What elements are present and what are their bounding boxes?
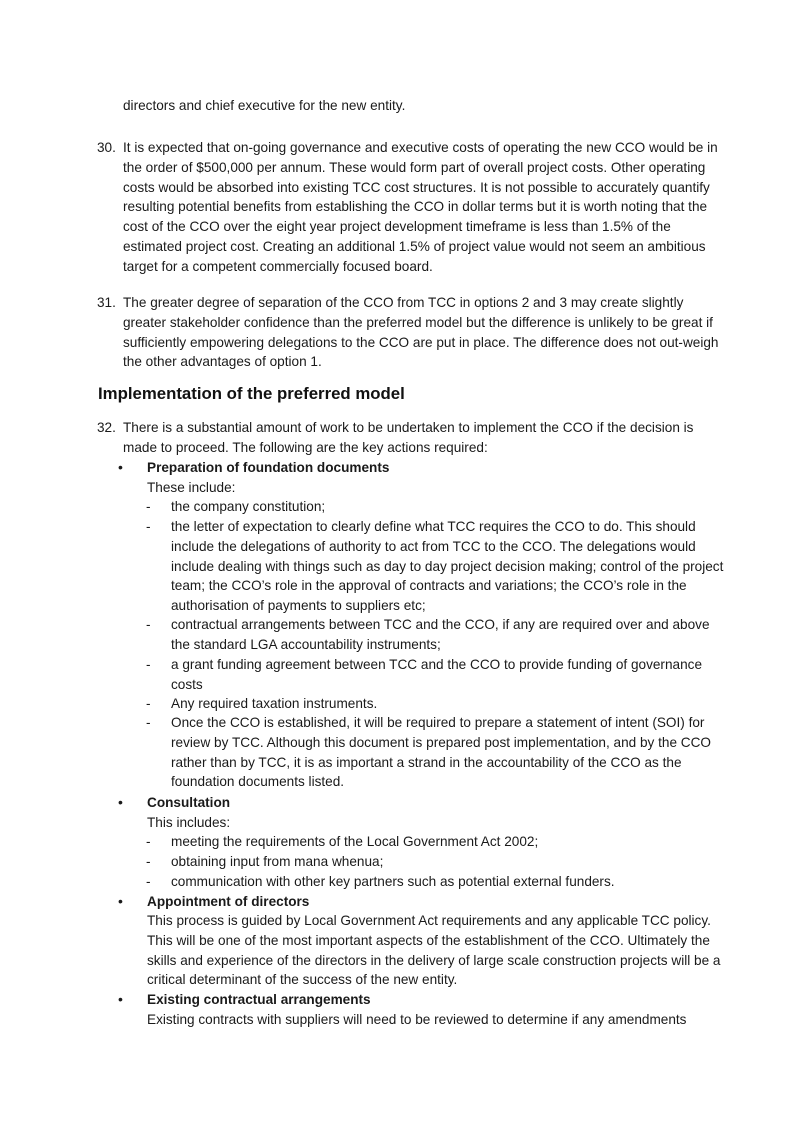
bullet-icon: • (118, 893, 123, 909)
list-item: Any required taxation instruments. (171, 696, 378, 711)
dash-icon: - (146, 499, 151, 514)
dash-icon: - (146, 715, 151, 730)
dash-icon: - (146, 854, 151, 869)
bullet-intro: These include: (147, 480, 236, 495)
list-item: the company constitution; (171, 499, 326, 514)
bullet-intro: This includes: (147, 815, 231, 830)
list-item: obtaining input from mana whenua; (171, 854, 384, 869)
dash-icon: - (146, 657, 151, 672)
bullet-icon: • (118, 794, 123, 810)
bullet-title-foundation-documents: Preparation of foundation documents (147, 460, 390, 475)
list-item: a grant funding agreement between TCC and the CCO to provide funding of governance costs (171, 657, 702, 692)
dash-icon: - (146, 519, 151, 534)
list-item: Once the CCO is established, it will be required to prepare a statement of intent (SOI) for review by TCC. Although this document is prepared post implementation, and by the CCO rather than by TCC, it is as important a strand in the accountability of the CCO as the foundation documents listed. (171, 715, 711, 790)
section-heading: Implementation of the preferred model (98, 384, 405, 403)
paragraph-text: The greater degree of separation of the CCO from TCC in options 2 and 3 may create slightly greater stakeholder confidence than the preferred model but the difference is unlikely to be great if sufficiently empowering delegations to the CCO are put in place. The difference does not out-weigh the other advantages of option 1. (123, 295, 719, 370)
bullet-title-existing-contractual-arrangements: Existing contractual arrangements (147, 992, 371, 1007)
bullet-text: This process is guided by Local Government Act requirements and any applicable TCC policy. This will be one of the most important aspects of the establishment of the CCO. Ultimately the skills and experience of the directors in the delivery of large scale construction projects will be a critical determinant of the success of the new entity. (147, 913, 721, 988)
paragraph-30 (97, 138, 723, 277)
dash-icon: - (146, 696, 151, 711)
paragraph-text: There is a substantial amount of work to be undertaken to implement the CCO if the decision is made to proceed. The following are the key actions required: (123, 420, 694, 455)
bullet-icon: • (118, 991, 123, 1007)
list-item: contractual arrangements between TCC and the CCO, if any are required over and above the standard LGA accountability instruments; (171, 617, 710, 652)
bullet-icon: • (118, 459, 123, 475)
list-item: meeting the requirements of the Local Government Act 2002; (171, 834, 539, 849)
paragraph-31 (97, 293, 723, 372)
paragraph-32 (97, 418, 723, 458)
list-item: the letter of expectation to clearly define what TCC requires the CCO to do. This should include the delegations of authority to act from TCC to the CCO. The delegations would include dealing with things such as day to day project decision making; control of the project team; the CCO’s role in the approval of contracts and variations; the CCO’s role in the authorisation of payments to suppliers etc; (171, 519, 724, 614)
bullet-text: Existing contracts with suppliers will need to be reviewed to determine if any amendments (147, 1012, 687, 1027)
bullet-title-consultation: Consultation (147, 795, 231, 810)
dash-icon: - (146, 874, 151, 889)
list-item: communication with other key partners such as potential external funders. (171, 874, 615, 889)
dash-icon: - (146, 834, 151, 849)
paragraph-number: 30. (97, 140, 116, 155)
paragraph-text: It is expected that on-going governance and executive costs of operating the new CCO would be in the order of $500,000 per annum. These would form part of overall project costs. Other operating costs would be absorbed into existing TCC cost structures. It is not possible to accurately quantify resulting potential benefits from establishing the CCO in dollar terms but it is worth noting that the cost of the CCO over the eight year project development timeframe is less than 1.5% of the estimated project cost. Creating an additional 1.5% of project value would not seem an ambitious target for a competent commercially focused board. (123, 140, 718, 274)
bullet-title-appointment-of-directors: Appointment of directors (147, 894, 310, 909)
dash-icon: - (146, 617, 151, 632)
paragraph-number: 32. (97, 420, 116, 435)
paragraph-number: 31. (97, 295, 116, 310)
intro-line: directors and chief executive for the new entity. (123, 98, 406, 113)
